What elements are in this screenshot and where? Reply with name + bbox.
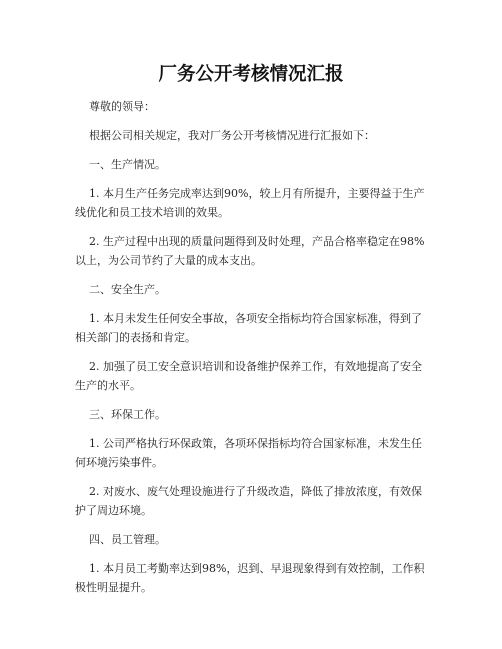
safety-item-1: 1. 本月未发生任何安全事故，各项安全指标均符合国家标准，得到了相关部门的表扬和肯定。 xyxy=(75,312,422,344)
section-heading-environment: 三、环保工作。 xyxy=(89,408,166,421)
section-heading-production: 一、生产情况。 xyxy=(89,158,166,171)
section-heading-staff: 四、员工管理。 xyxy=(89,533,166,546)
production-item-1: 1. 本月生产任务完成率达到90%，较上月有所提升，主要得益于生产线优化和员工技术培训的效果。 xyxy=(75,187,425,219)
environment-item-1: 1. 公司严格执行环保政策，各项环保指标均符合国家标准，未发生任何环境污染事件。 xyxy=(75,437,422,469)
environment-item-2: 2. 对废水、废气处理设施进行了升级改造，降低了排放浓度，有效保护了周边环境。 xyxy=(75,485,422,517)
production-item-2: 2. 生产过程中出现的质量问题得到及时处理，产品合格率稳定在98%以上，为公司节约了大量的成本支出。 xyxy=(75,235,425,267)
safety-item-2: 2. 加强了员工安全意识培训和设备维护保养工作，有效地提高了安全生产的水平。 xyxy=(75,360,422,392)
salutation: 尊敬的领导： xyxy=(89,100,155,113)
section-heading-safety: 二、安全生产。 xyxy=(89,283,166,296)
staff-item-1: 1. 本月员工考勤率达到98%，迟到、早退现象得到有效控制，工作积极性明显提升。 xyxy=(75,562,425,594)
intro-paragraph: 根据公司相关规定，我对厂务公开考核情况进行汇报如下： xyxy=(89,129,375,142)
document-title: 厂务公开考核情况汇报 xyxy=(158,64,344,85)
document-body xyxy=(75,97,430,607)
